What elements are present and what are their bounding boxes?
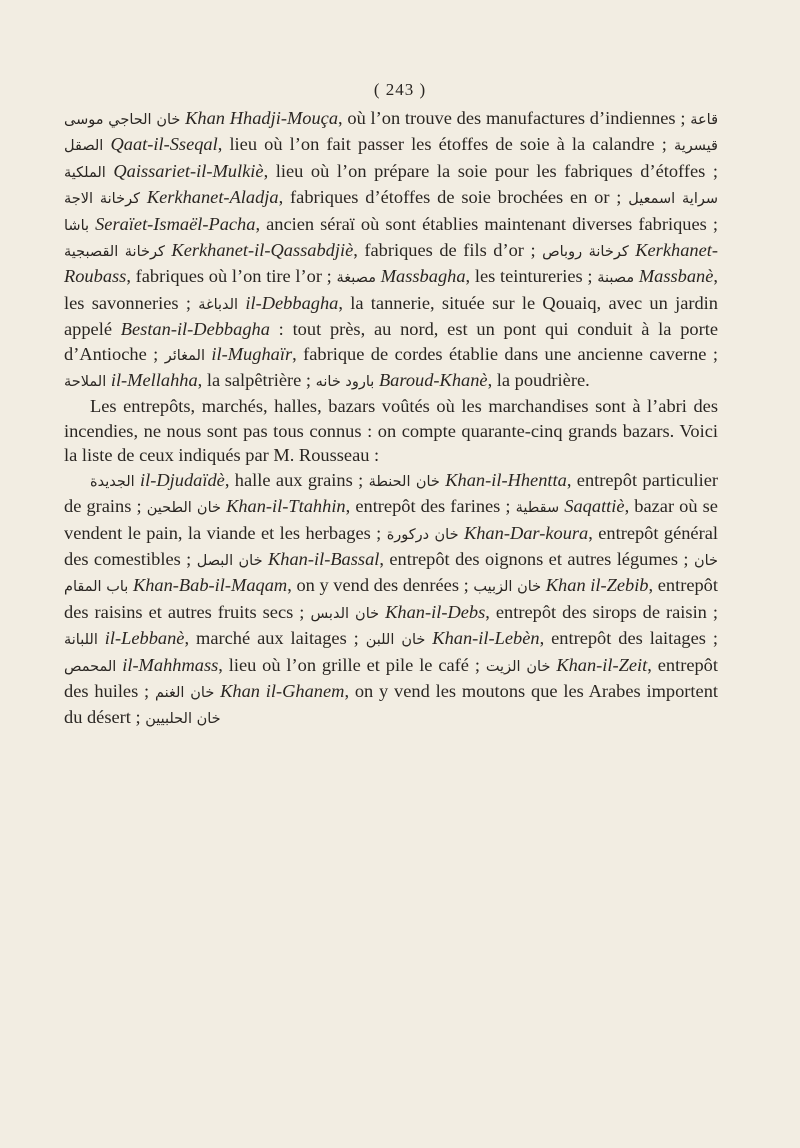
text-run: , bazar où se vendent le pain, la viande et les herbages ;: [64, 496, 718, 543]
transliteration: Khan-Dar-koura: [463, 522, 589, 543]
arabic-term: خان الحنطة: [368, 473, 440, 490]
arabic-term: الجديدة: [90, 473, 135, 490]
text-run: , fabrique de cordes établie dans une ancienne caverne ;: [292, 343, 718, 364]
transliteration: Kerkhanet-Roubass: [64, 240, 718, 287]
arabic-term: كرخانة الاجة: [64, 191, 140, 208]
text-run: , entrepôt des sirops de raisin ;: [485, 601, 719, 622]
arabic-term: الملاحة: [64, 374, 107, 391]
arabic-term: المحمص: [64, 658, 117, 675]
arabic-term: خان اللبن: [365, 632, 426, 649]
transliteration: Kerkhanet-Aladja: [146, 187, 279, 208]
paragraph: [64, 106, 718, 394]
text-run: , marché aux laitages ;: [184, 628, 366, 649]
text-run: , entrepôt des oignons et autres légumes ;: [379, 548, 694, 569]
arabic-term: بارود خانه: [315, 374, 375, 391]
transliteration: Khan-il-Hhentta: [445, 469, 567, 490]
arabic-term: خان باب المقام: [64, 552, 718, 596]
transliteration: Qaissariet-il-Mulkiè: [113, 160, 264, 181]
arabic-term: خان الزبيب: [473, 579, 542, 596]
arabic-term: الدباغة: [198, 296, 239, 313]
text-run: , entrepôt des laitages ;: [539, 628, 718, 649]
text-run: , la poudrière.: [487, 370, 590, 391]
text-run: , halle aux grains ;: [224, 469, 369, 490]
text-run: , lieu où l’on grille et pile le café ;: [218, 654, 486, 675]
arabic-term: خان الحاجي موسى: [64, 112, 181, 128]
arabic-term: خان الدبس: [310, 605, 380, 622]
text-run: , les teintureries ;: [465, 266, 598, 287]
text-run: , les savonneries ;: [64, 266, 718, 313]
text-run: , la salpêtrière ;: [197, 370, 316, 391]
transliteration: Bestan-il-Debbagha: [120, 319, 270, 340]
text-run: : tout près, au nord, est un pont qui conduit à la porte d’Antioche ;: [64, 319, 718, 364]
transliteration: il-Mughaïr: [211, 343, 293, 364]
arabic-term: خان الطحين: [146, 500, 221, 517]
transliteration: il-Mahhmass: [122, 654, 219, 675]
text-run: , lieu où l’on fait passer les étoffes de soie à la calandre ;: [217, 134, 674, 155]
page-number: ( 243 ): [373, 80, 427, 99]
transliteration: Khan-il-Ttahhin: [226, 496, 346, 517]
transliteration: Khan il-Zebib: [545, 575, 649, 596]
arabic-term: خان دركورة: [386, 526, 459, 543]
transliteration: il-Djudaïdè: [140, 469, 225, 490]
text-run: , entrepôt particulier de grains ;: [64, 469, 718, 517]
arabic-term: خان الحلبيين: [145, 711, 221, 728]
arabic-term: المغائر: [164, 347, 205, 364]
transliteration: Massbagha: [380, 266, 466, 287]
text-run: , entrepôt général des comestibles ;: [64, 522, 718, 569]
transliteration: Saqattiè: [564, 496, 625, 517]
transliteration: Khan-il-Lebèn: [432, 628, 540, 649]
transliteration: il-Debbagha: [245, 292, 339, 313]
text-run: Les entrepôts, marchés, halles, bazars voûtés où les marchandises sont à l’abri des incendies, ne nous sont pas tous connus : on compte quarante-cinq grands bazars. Voici la liste de ceux indiqués par M. Rousseau :: [64, 396, 718, 466]
transliteration: Khan Hhadji-Mouça: [185, 108, 339, 128]
transliteration: Massbanè: [638, 266, 714, 287]
text-run: , où l’on trouve des manufactures d’indiennes ;: [338, 108, 691, 128]
transliteration: Seraïet-Ismaël-Pacha: [95, 213, 256, 234]
arabic-term: اللبانة: [64, 632, 98, 649]
text-run: , on y vend des denrées ;: [287, 575, 474, 596]
transliteration: Kerkhanet-il-Qassabdjiè: [171, 240, 354, 261]
text-run: , fabriques de fils d’or ;: [353, 240, 543, 261]
transliteration: Khan-il-Zeit: [556, 654, 648, 675]
arabic-term: سراية اسمعيل باشا: [64, 191, 718, 234]
arabic-term: سقطية: [515, 500, 560, 517]
text-run: , on y vend les moutons que les Arabes importent du désert ;: [64, 680, 718, 728]
arabic-term: مصبنة: [597, 270, 635, 287]
arabic-term: قاعة الصقل: [64, 112, 719, 155]
text-run: , ancien séraï où sont établies maintenant diverses fabriques ;: [255, 213, 718, 234]
transliteration: il-Lebbanè: [104, 628, 185, 649]
text-run: , la tannerie, située sur le Qouaiq, avec un jardin appelé: [64, 292, 718, 340]
arabic-term: خان الزيت: [485, 658, 551, 675]
transliteration: Baroud-Khanè: [378, 370, 488, 391]
transliteration: il-Mellahha: [110, 370, 198, 391]
text-run: , fabriques d’étoffes de soie brochées en or ;: [278, 187, 629, 208]
text-run: , entrepôt des huiles ;: [64, 654, 718, 701]
arabic-term: خان الغنم: [154, 684, 215, 701]
paragraph: [64, 468, 718, 732]
transliteration: Khan-Bab-il-Maqam: [132, 575, 288, 596]
text-run: , lieu où l’on prépare la soie pour les fabriques d’étoffes ;: [263, 160, 718, 181]
transliteration: Khan-il-Bassal: [268, 548, 380, 569]
arabic-term: كرخانة روباص: [542, 244, 629, 261]
arabic-term: مصبغة: [336, 270, 376, 287]
paragraph: [64, 394, 718, 467]
transliteration: Khan il-Ghanem: [220, 680, 345, 701]
arabic-term: خان البصل: [196, 552, 263, 569]
arabic-term: قيسرية الملكية: [64, 138, 718, 181]
text-run: , entrepôt des farines ;: [345, 496, 516, 517]
arabic-term: كرخانة القصبجية: [64, 244, 165, 261]
body-text: [64, 106, 718, 732]
transliteration: Khan-il-Debs: [385, 601, 486, 622]
transliteration: Qaat-il-Sseqal: [110, 134, 218, 155]
text-run: , fabriques où l’on tire l’or ;: [126, 266, 337, 287]
text-run: , entrepôt des raisins et autres fruits secs ;: [64, 575, 718, 622]
